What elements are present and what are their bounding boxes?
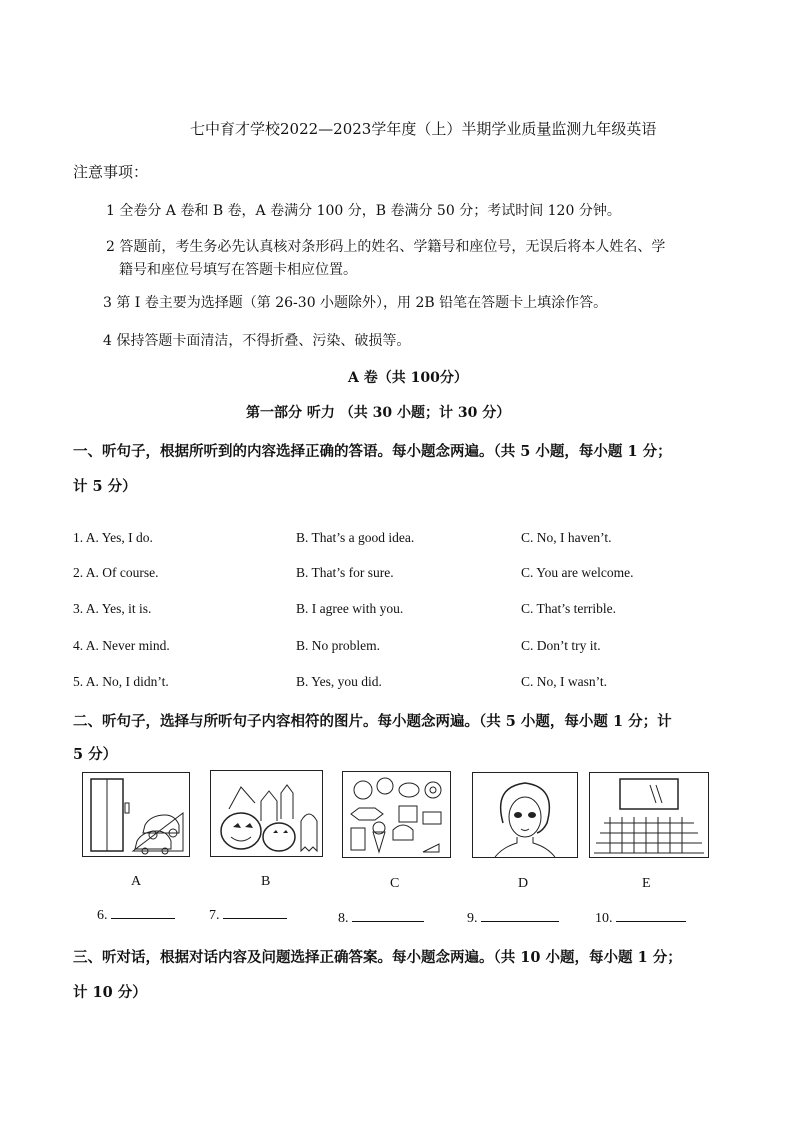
part-one-heading: 第一部分 听力 （共 30 小题；计 30 分） [246,405,511,421]
section-1-heading: 一、听句子，根据所听到的内容选择正确的答语。每小题念两遍。（共 5 小题，每小题 1 分； [73,443,672,460]
section-1-heading-cont: 计 5 分） [73,478,137,495]
q4-option-a: 4. A. Never mind. [73,638,170,653]
exam-title: 七中育才学校2022—2023学年度（上）半期学业质量监测九年级英语 [190,120,657,138]
notes-heading: 注意事项： [73,163,149,181]
q5-option-c: C. No, I wasn’t. [521,674,607,689]
sweets-and-cakes-icon [342,771,451,858]
picture-label-b: B [261,874,271,889]
answer-number: 9. [467,911,478,926]
answer-blank-10[interactable] [595,909,686,927]
q3-option-a: 3. A. Yes, it is. [73,601,152,616]
note-1: 1 全卷分 A 卷和 B 卷，A 卷满分 100 分，B 卷满分 50 分；考试时间 120 分钟。 [106,203,621,219]
picture-label-e: E [642,876,651,891]
q5-option-a: 5. A. No, I didn’t. [73,674,169,689]
section-2-heading-cont: 5 分） [73,746,118,763]
q2-option-c: C. You are welcome. [521,565,634,580]
q3-option-b: B. I agree with you. [296,601,404,616]
q1-option-b: B. That’s a good idea. [296,530,415,545]
answer-number: 7. [209,908,220,923]
q5-option-b: B. Yes, you did. [296,674,382,689]
answer-number: 8. [338,911,349,926]
q3-option-c: C. That’s terrible. [521,601,616,616]
note-2-cont: 籍号和座位号填写在答题卡相应位置。 [119,262,357,278]
cinema-screen-icon [589,772,709,858]
note-2: 2 答题前，考生务必先认真核对条形码上的姓名、学籍号和座位号，无误后将本人姓名、学 [106,239,666,255]
picture-label-c: C [390,876,400,891]
elevator-and-cars-icon [82,772,190,857]
q4-option-b: B. No problem. [296,638,380,653]
section-3-heading-cont: 计 10 分） [73,984,147,1001]
q2-option-b: B. That’s for sure. [296,565,394,580]
answer-blank-8[interactable] [338,909,424,927]
note-4: 4 保持答题卡面清洁，不得折叠、污染、破损等。 [103,333,411,349]
girl-portrait-icon [472,772,578,858]
picture-label-d: D [518,876,529,891]
answer-number: 6. [97,908,108,923]
q2-option-a: 2. A. Of course. [73,565,159,580]
halloween-pumpkins-icon [210,770,323,857]
section-2-heading: 二、听句子，选择与所听句子内容相符的图片。每小题念两遍。（共 5 小题，每小题 1 分；计 [73,713,672,730]
note-3: 3 第 I 卷主要为选择题（第 26-30 小题除外），用 2B 铅笔在答题卡上填涂作答。 [103,295,608,311]
section-3-heading: 三、听对话，根据对话内容及问题选择正确答案。每小题念两遍。（共 10 小题，每小题 1 分； [73,949,682,966]
answer-number: 10. [595,911,613,926]
paper-a-heading: A 卷（共 100分） [348,370,468,386]
answer-blank-9[interactable] [467,909,559,927]
q1-option-c: C. No, I haven’t. [521,530,612,545]
answer-blank-7[interactable] [209,906,287,924]
picture-label-a: A [131,874,142,889]
answer-blank-6[interactable] [97,906,175,924]
q4-option-c: C. Don’t try it. [521,638,601,653]
q1-option-a: 1. A. Yes, I do. [73,530,153,545]
